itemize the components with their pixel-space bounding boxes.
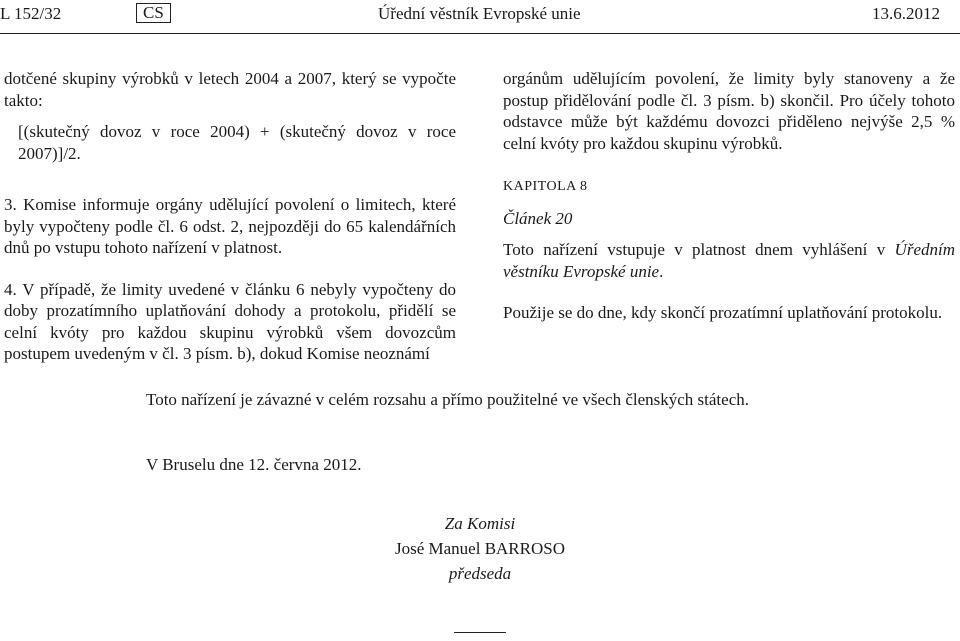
- right-column: [503, 68, 955, 324]
- header-rule: [0, 33, 960, 34]
- entry-into-force-text: Toto nařízení vstupuje v platnost dnem vyhlášení v: [503, 240, 895, 259]
- place-and-date: V Bruselu dne 12. června 2012.: [146, 455, 362, 474]
- left-paragraph-1: dotčené skupiny výrobků v letech 2004 a 2007, který se vypočte takto:: [4, 69, 456, 110]
- article-heading: Článek 20: [503, 208, 573, 228]
- left-column: [4, 68, 456, 365]
- page-reference: L 152/32: [0, 4, 62, 23]
- footnote-rule: [454, 632, 506, 633]
- page-header: [0, 4, 960, 26]
- paragraph-3: 3. Komise informuje orgány udělující povolení o limitech, které byly vypočteny podle čl. 6 odst. 2, nejpozději do 65 kalendářních dnů po vstupu tohoto nařízení v platnost.: [4, 195, 456, 257]
- signature-for: Za Komisi: [444, 514, 516, 533]
- right-paragraph-1: orgánům udělujícím povolení, že limity byly stanoveny a že postup přidělování podle čl. 3 písm. b) skončil. Pro účely tohoto odstavce může být každému dovozci přiděleno nejvýše 2,5 % celní kvóty pro každou skupinu výrobků.: [503, 69, 955, 153]
- journal-title: Úřední věstník Evropské unie: [378, 4, 581, 23]
- entry-into-force-end: .: [659, 261, 664, 281]
- formula: [(skutečný dovoz v roce 2004) + (skutečný dovoz v roce 2007)]/2.: [18, 122, 456, 163]
- publication-date: 13.6.2012: [872, 4, 940, 23]
- application-paragraph: Použije se do dne, kdy skončí prozatímní uplatňování protokolu.: [503, 303, 943, 322]
- language-code: CS: [136, 3, 171, 23]
- chapter-heading: KAPITOLA 8: [503, 179, 588, 194]
- signatory-title: předseda: [448, 564, 512, 583]
- paragraph-4: 4. V případě, že limity uvedené v článku 6 nebyly vypočteny do doby prozatímního uplatňování dohody a protokolu, přidělí se celní kvóty pro každou skupinu výrobků všem dovozcům postupem uvedeným v čl. 3 písm. b), dokud Komise neoznámí: [4, 279, 456, 363]
- signatory-name: José Manuel BARROSO: [394, 539, 565, 558]
- entry-into-force-paragraph: [503, 239, 955, 282]
- official-journal-ref: Úředním věstníku Evropské unie: [503, 240, 955, 281]
- binding-statement: Toto nařízení je závazné v celém rozsahu a přímo použitelné ve všech členských státech.: [146, 390, 749, 409]
